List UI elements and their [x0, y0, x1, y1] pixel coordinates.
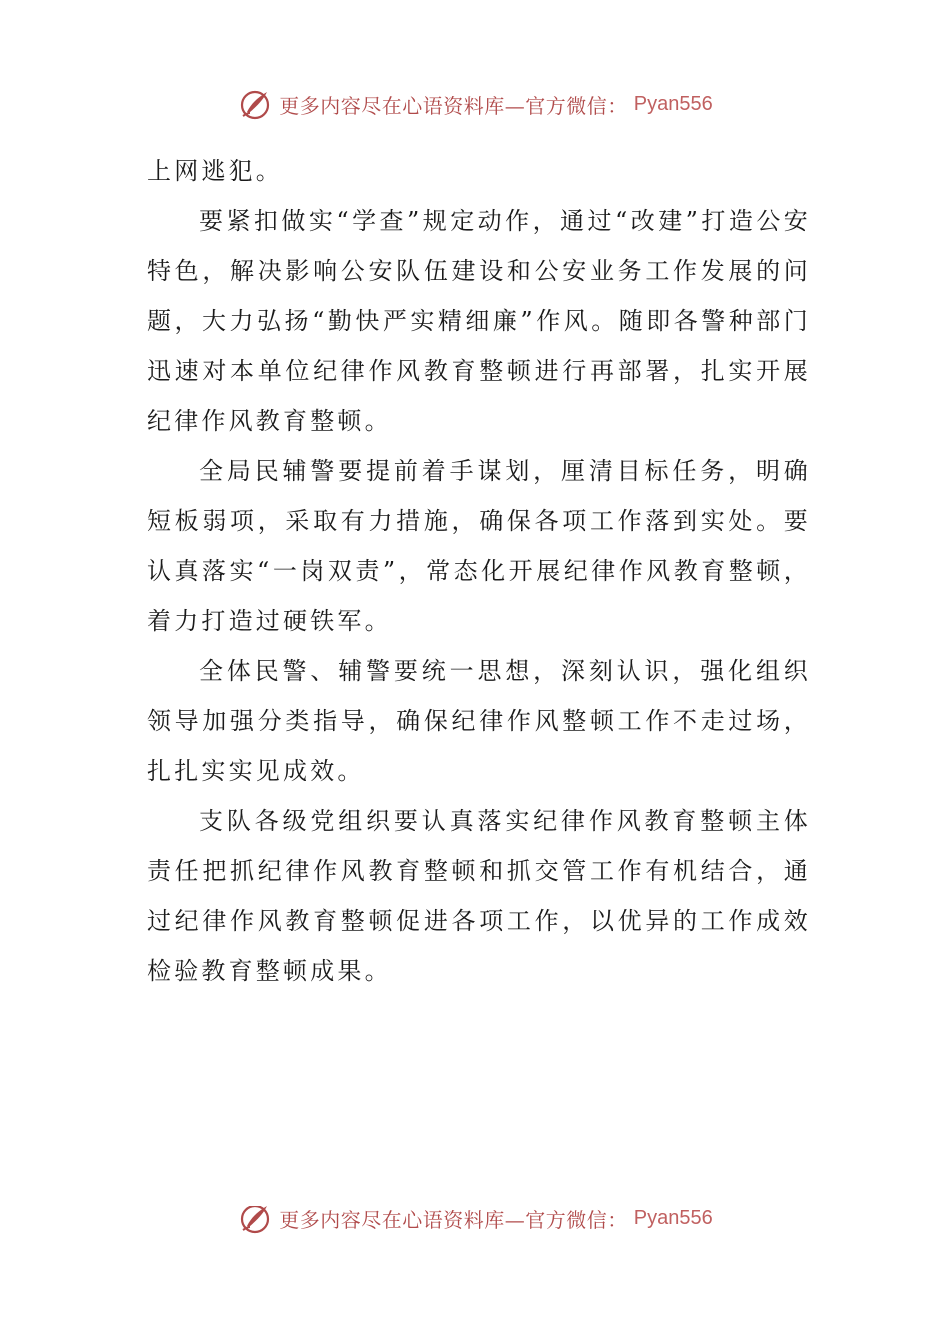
- footer-wechat-id: Pyan556: [633, 1206, 713, 1229]
- paragraph-3: 全局民辅警要提前着手谋划，厘清目标任务，明确短板弱项，采取有力措施，确保各项工作落到实处。要认真落实“一岗双责”，常态化开展纪律作风教育整顿，着力打造过硬铁军。: [147, 457, 811, 635]
- footer-text: 更多内容尽在心语资料库—官方微信：: [279, 1207, 628, 1232]
- paragraph-2: 要紧扣做实“学查”规定动作，通过“改建”打造公安特色，解决影响公安队伍建设和公安业务工作发展的问题，大力弘扬“勤快严实精细廉”作风。随即各警种部门迅速对本单位纪律作风教育整顿进行再部署，扎实开展纪律作风教育整顿。: [147, 207, 811, 435]
- paragraph-1: 上网逃犯。: [147, 157, 283, 185]
- brush-logo-icon: [237, 1206, 273, 1236]
- footer-banner: [0, 1206, 950, 1242]
- header-text: 更多内容尽在心语资料库—官方微信：: [279, 93, 628, 118]
- paragraph-5: 支队各级党组织要认真落实纪律作风教育整顿主体责任把抓纪律作风教育整顿和抓交管工作有机结合，通过纪律作风教育整顿促进各项工作，以优异的工作成效检验教育整顿成果。: [147, 807, 811, 985]
- header-wechat-id: Pyan556: [633, 92, 713, 115]
- document-body: [147, 146, 811, 996]
- header-banner: [0, 84, 950, 124]
- paragraph-4: 全体民警、辅警要统一思想，深刻认识，强化组织领导加强分类指导，确保纪律作风整顿工作不走过场，扎扎实实见成效。: [147, 657, 811, 785]
- brush-logo-icon: [237, 86, 273, 122]
